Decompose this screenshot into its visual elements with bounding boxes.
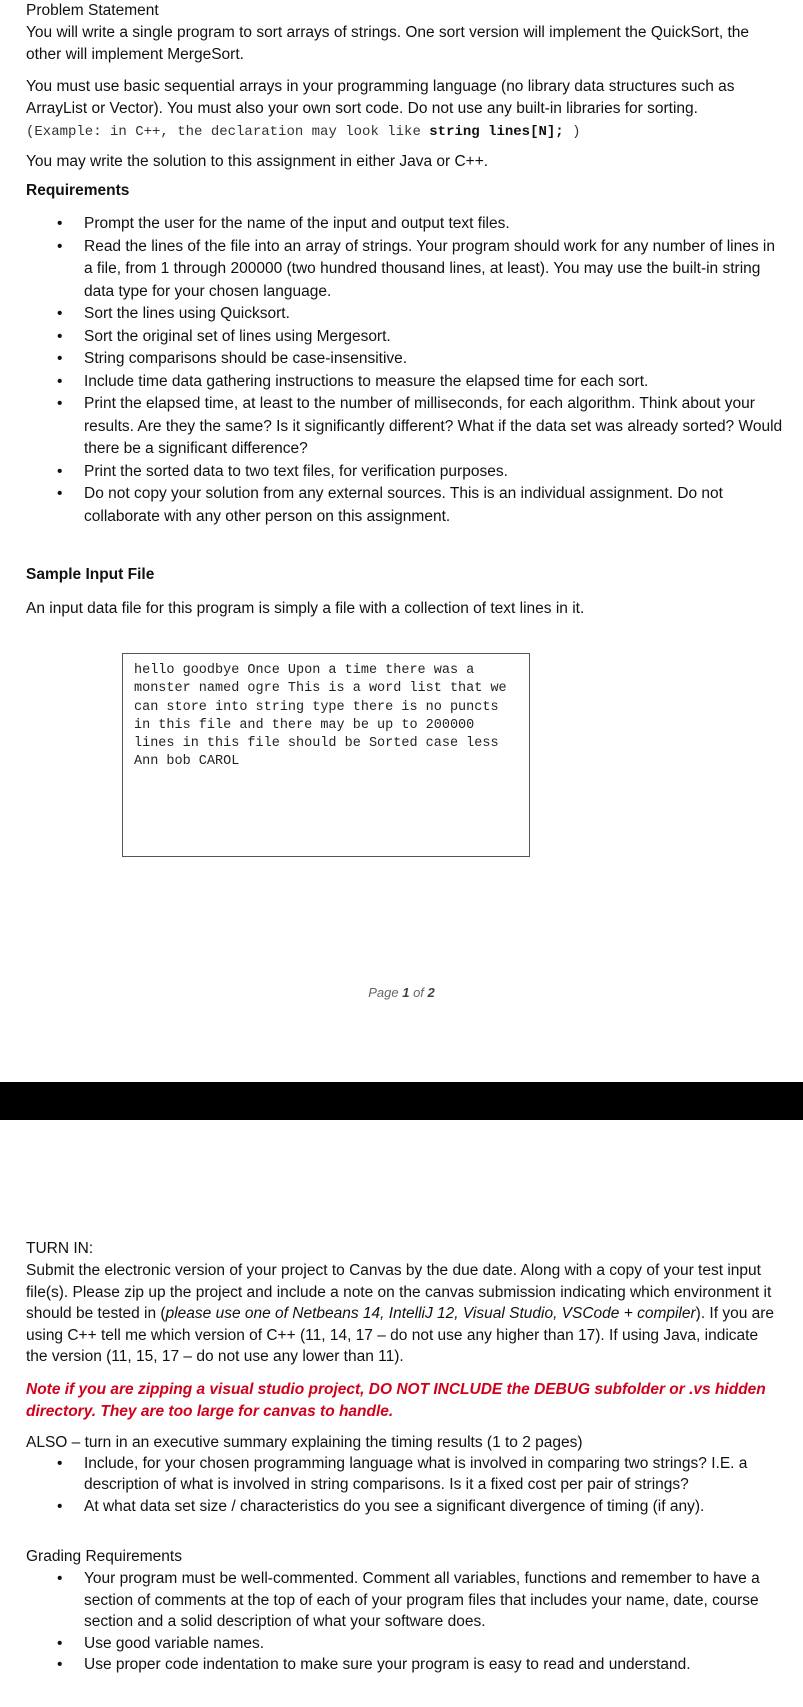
also-heading: ALSO – turn in an executive summary explaining the timing results (1 to 2 pages) [26,1433,583,1451]
requirement-item: • Include time data gathering instructions to measure the elapsed time for each sort. [26,371,783,394]
also-item: • At what data set size / characteristics do you see a significant divergence of timing (if any). [26,1496,783,1518]
page-total: 2 [427,985,435,1000]
page-number [0,985,803,1000]
requirement-item: • String comparisons should be case-insensitive. [26,348,783,371]
problem-paragraph-2-text: You must use basic sequential arrays in your programming language (no library data structures such as ArrayList or Vector). You must also your own sort code. Do not use any built-in libraries for sorting. [26,78,735,117]
requirement-item: • Print the sorted data to two text files, for verification purposes. [26,461,783,484]
requirements-heading: Requirements [26,182,130,199]
page-1-content [26,0,783,620]
problem-statement-heading: Problem Statement [26,2,159,19]
page-of: of [409,985,428,1000]
turn-in-text: Submit the electronic version of your project to Canvas by the due date. Along with a copy of your test input file(s). Please zip up the project and include a note on the canvas submission indicating which environment it should be tested in ( [26,1262,772,1322]
grading-heading: Grading Requirements [26,1548,182,1565]
sample-input-heading: Sample Input File [26,566,155,583]
warning-note: Note if you are zipping a visual studio project, DO NOT INCLUDE the DEBUG subfolder or .vs hidden directory. They are too large for canvas to handle. [26,1380,766,1420]
grading-list [26,1568,783,1676]
problem-paragraph-2 [26,76,783,143]
turn-in-text-end: ). If you are using C++ tell me which version of C++ (11, 14, 17 – do not use any higher than 17). If using Java, indicate the version (11, 15, 17 – do not use any lower than 11). [26,1305,775,1365]
example-line [26,124,581,140]
grading-item: • Use proper code indentation to make sure your program is easy to read and understand. [26,1654,783,1676]
page-current: 1 [402,985,410,1000]
requirements-list [26,213,783,528]
also-item: • Include, for your chosen programming language what is involved in comparing two strings? I.E. a description of what is involved in string comparisons. Is it a fixed cost per pair of strings? [26,1453,783,1496]
requirement-item: • Sort the lines using Quicksort. [26,303,783,326]
example-prefix: (Example: in C++, the declaration may look like [26,124,430,140]
page-separator [0,1082,803,1120]
example-suffix: ) [563,124,581,140]
turn-in-paragraph [26,1260,783,1368]
requirement-item: • Prompt the user for the name of the input and output text files. [26,213,783,236]
requirement-item: • Read the lines of the file into an array of strings. Your program should work for any number of lines in a file, from 1 through 200000 (two hundred thousand lines, at least). You may use the built-in string data type for your chosen language. [26,236,783,304]
example-code: string lines[N]; [429,124,564,140]
turn-in-heading: TURN IN: [26,1240,94,1257]
sample-input-box: hello goodbye Once Upon a time there was a monster named ogre This is a word list that we can store into string type there is no puncts in this file and there may be up to 200000 lines in this file should be Sorted case less Ann bob CAROL [122,653,530,857]
page-label: Page [368,985,403,1000]
grading-item: • Use good variable names. [26,1633,783,1655]
document-page-2 [0,1120,803,1707]
also-list [26,1453,783,1518]
problem-paragraph-3: You may write the solution to this assignment in either Java or C++. [26,153,489,170]
grading-item: • Your program must be well-commented. Comment all variables, functions and remember to have a section of comments at the top of each of your program files that includes your name, date, course section and a solid description of what your software does. [26,1568,783,1633]
problem-paragraph-1: You will write a single program to sort arrays of strings. One sort version will implement the QuickSort, the other will implement MergeSort. [26,24,750,63]
page-2-content [26,1239,783,1676]
requirement-item: • Sort the original set of lines using Mergesort. [26,326,783,349]
turn-in-environments: please use one of Netbeans 14, IntelliJ 12, Visual Studio, VSCode + compiler [165,1305,696,1322]
requirement-item: • Print the elapsed time, at least to the number of milliseconds, for each algorithm. Think about your results. Are they the same? Is it significantly different? What if the data set was already sorted? Would there be a significant difference? [26,393,783,461]
sample-input-description: An input data file for this program is simply a file with a collection of text lines in it. [26,600,585,617]
requirement-item: • Do not copy your solution from any external sources. This is an individual assignment. Do not collaborate with any other person on this assignment. [26,483,783,528]
